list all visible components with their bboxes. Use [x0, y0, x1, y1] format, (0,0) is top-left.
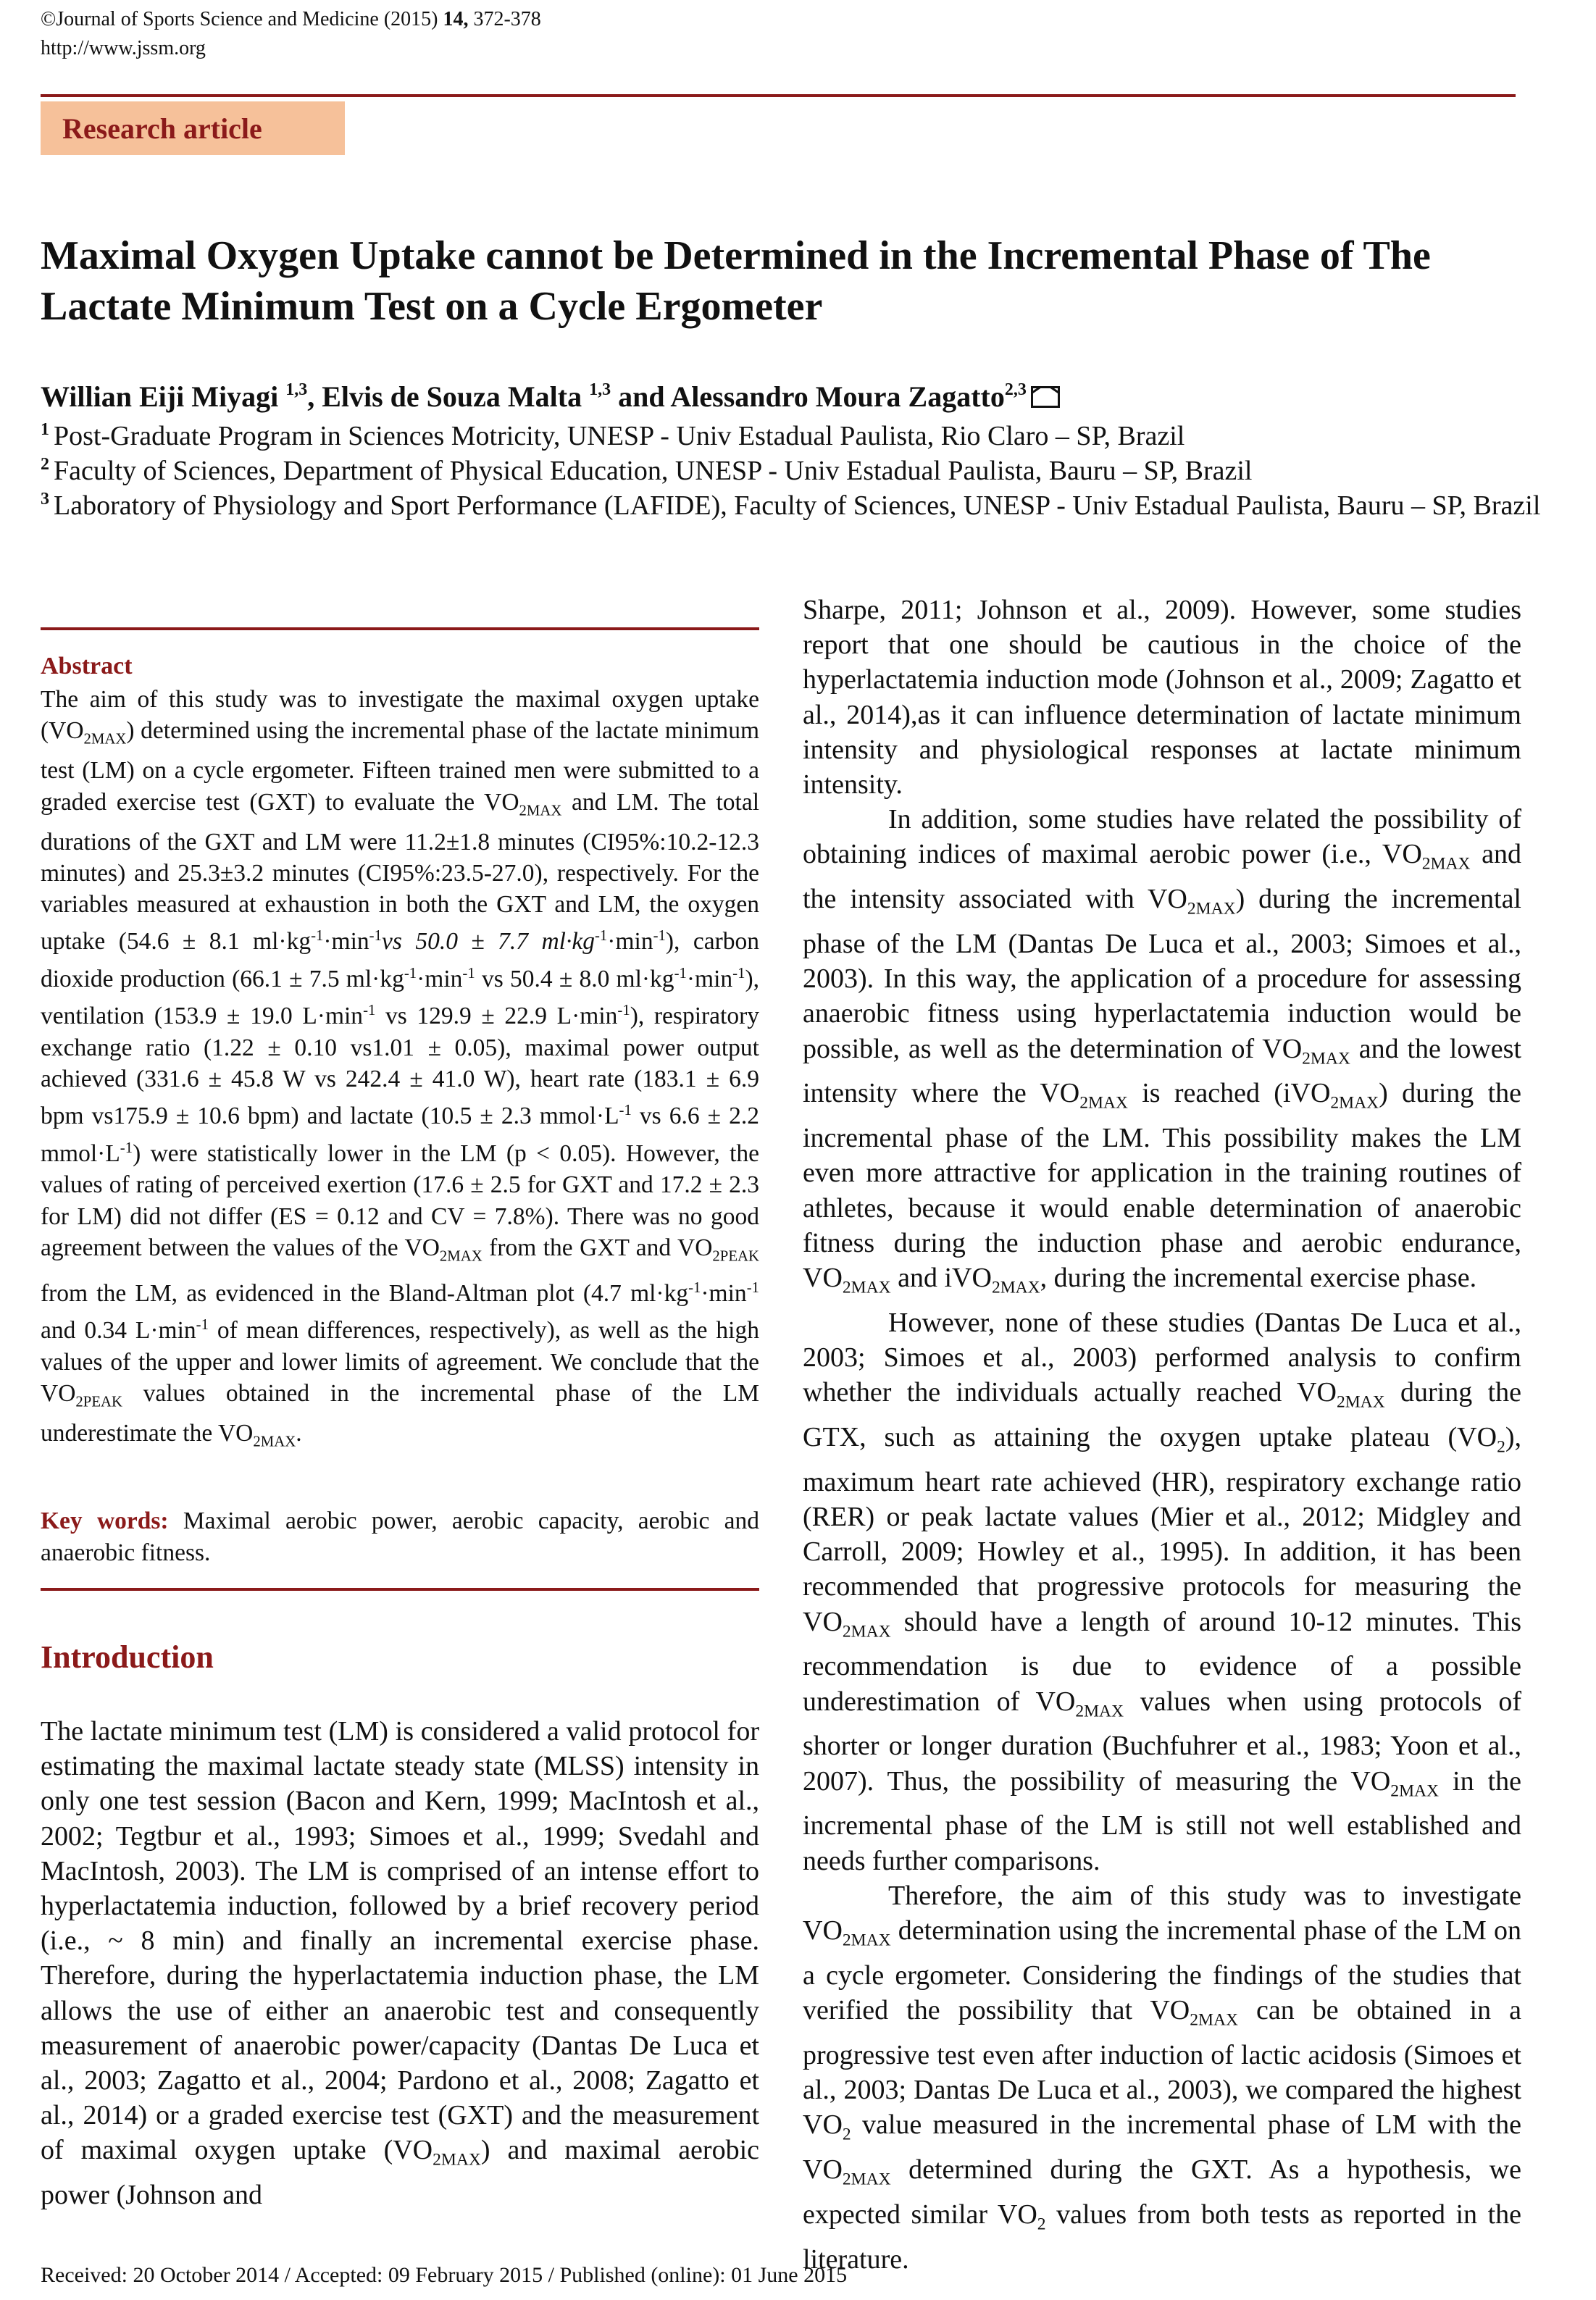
journal-url[interactable]: http://www.jssm.org	[41, 37, 206, 59]
publication-dates: Received: 20 October 2014 / Accepted: 09 February 2015 / Published (online): 01 June 2015	[41, 2263, 848, 2287]
abstract-bottom-rule	[41, 1588, 759, 1591]
author-list: Willian Eiji Miyagi $^{1,3}$, Elvis de Souza Malta $^{1,3}$ and Alessandro Moura Zagatto$^{2,3}$	[41, 380, 1562, 414]
affiliations	[41, 419, 1562, 523]
abstract-heading: Abstract	[41, 653, 133, 679]
paragraph-3: However, none of these studies (Dantas De Luca et al., 2003; Simoes et al., 2003) performed analysis to confirm whether the individuals actually reached $VO_{2MAX}$ during the GTX, such as attaining the oxygen uptake plateau $(VO_2)$, maximum heart rate achieved (HR), respiratory exchange ratio (RER) or peak lactate values (Mier et al., 2012; Midgley and Carroll, 2009; Howley et al., 1995). In addition, it has been recommended that progressive protocols for measuring the $VO_{2MAX}$ should have a length of around 10-12 minutes. This recommendation is due to evidence of a possible underestimation of $VO_{2MAX}$ values when using protocols of shorter or longer duration (Buchfuhrer et al., 1983; Yoon et al., 2007). Thus, the possibility of measuring the $VO_{2MAX}$ in the incremental phase of the LM is still not well established and needs further comparisons.	[803, 1307, 1522, 1876]
journal-citation: ©Journal of Sports Science and Medicine (2015) 14, 372-378	[41, 8, 541, 30]
introduction-heading: Introduction	[41, 1639, 214, 1675]
introduction-text: The lactate minimum test (LM) is considered a valid protocol for estimating the maximal lactate steady state (MLSS) intensity in only one test session (Bacon and Kern, 1999; MacIntosh et al., 2002; Tegtbur et al., 1993; Simoes et al., 1999; Svedahl and MacIntosh, 2003). The LM is comprised of an intense effort to hyperlactatemia induction, followed by a brief recovery period (i.e., ~ 8 min) and finally an incremental exercise phase. Therefore, during the hyperlactatemia induction phase, the LM allows the use of either an anaerobic test and consequently measurement of anaerobic power/capacity (Dantas De Luca et al., 2003; Zagatto et al., 2004; Pardono et al., 2008; Zagatto et al., 2014) or a graded exercise test (GXT) and the measurement of maximal oxygen uptake $(VO_{2MAX})$ and maximal aerobic power (Johnson and	[41, 1716, 760, 2211]
right-column-text	[803, 593, 1521, 2277]
email-envelope-icon[interactable]	[1031, 386, 1060, 408]
keywords: Key words: Maximal aerobic power, aerobic capacity, aerobic and anaerobic fitness.	[41, 1507, 759, 1566]
affiliation-3: $^3$ Laboratory of Physiology and Sport Performance (LAFIDE), Faculty of Sciences, UNESP - Univ Estadual Paulista, Bauru – SP, Brazil	[41, 490, 1541, 521]
paragraph-4: Therefore, the aim of this study was to investigate $VO_{2MAX}$ determination using the incremental phase of the LM on a cycle ergometer. Considering the findings of the studies that verified the possibility that $VO_{2MAX}$ can be obtained in a progressive test even after induction of lactic acidosis (Simoes et al., 2003; Dantas De Luca et al., 2003), we compared the highest $VO_2$ value measured in the incremental phase of LM with the $VO_{2MAX}$ determined during the GXT. As a hypothesis, we expected similar $VO_2$ values from both tests as reported in the literature.	[803, 1880, 1522, 2275]
article-title: Maximal Oxygen Uptake cannot be Determined in the Incremental Phase of The Lactate Minimum Test on a Cycle Ergometer	[41, 233, 1431, 329]
paragraph-2: In addition, some studies have related the possibility of obtaining indices of maximal aerobic power (i.e., $VO_{2MAX}$ and the intensity associated with $VO_{2MAX}$) during the incremental phase of the LM (Dantas De Luca et al., 2003; Simoes et al., 2003). In this way, the application of a procedure for assessing anaerobic fitness using hyperlactatemia induction would be possible, as well as the determination of $VO_{2MAX}$ and the lowest intensity where the $VO_{2MAX}$ is reached (iVO$_{2MAX}$) during the incremental phase of the LM. This possibility makes the LM even more attractive for application in the training routines of athletes, because it would enable determination of anaerobic fitness during the induction phase and aerobic endurance, $VO_{2MAX}$ and iVO$_{2MAX}$, during the incremental exercise phase.	[803, 804, 1521, 1297]
abstract-top-rule	[41, 627, 759, 630]
article-type-badge: Research article	[41, 101, 345, 155]
abstract-text: The aim of this study was to investigate the maximal oxygen uptake $(VO_{2MAX})$ determined using the incremental phase of the lactate minimum test (LM) on a cycle ergometer. Fifteen trained men were submitted to a graded exercise test (GXT) to evaluate the $VO_{2MAX}$ and LM. The total durations of the GXT and LM were 11.2±1.8 minutes (CI95%:10.2-12.3 minutes) and 25.3±3.2 minutes (CI95%:23.5-27.0), respectively. For the variables measured at exhaustion in both the GXT and LM, the oxygen uptake (54.6 ± 8.1 $ml\cdot kg^{-1}\cdot\min^{-1}vs$ 50.0 ± 7.7 $ml\cdot kg^{-1}\cdot\min^{-1}$), carbon dioxide production (66.1 ± 7.5 $ml\cdot kg^{-1}\cdot\min^{-1}$ vs 50.4 ± 8.0 $ml\cdot kg^{-1}\cdot\min^{-1}$), ventilation (153.9 ± 19.0 $L\cdot\min^{-1}$ vs 129.9 ± 22.9 $L\cdot\min^{-1}$), respiratory exchange ratio (1.22 ± 0.10 vs1.01 ± 0.05), maximal power output achieved (331.6 ± 45.8 W vs 242.4 ± 41.0 W), heart rate (183.1 ± 6.9 bpm vs175.9 ± 10.6 bpm) and lactate (10.5 ± 2.3 $mmol\cdot L^{-1}$ vs 6.6 ± 2.2 $mmol\cdot L^{-1}$) were statistically lower in the LM (p < 0.05). However, the values of rating of perceived exertion (17.6 ± 2.5 for GXT and 17.2 ± 2.3 for LM) did not differ (ES = 0.12 and CV = 7.8%). There was no good agreement between the values of the $VO_{2MAX}$ from the GXT and $VO_{2PEAK}$ from the LM, as evidenced in the Bland-Altman plot (4.7 $ml\cdot kg^{-1}\cdot\min^{-1}$ and 0.34 $L\cdot\min^{-1}$ of mean differences, respectively), as well as the high values of the upper and lower limits of agreement. We conclude that the $VO_{2PEAK}$ values obtained in the incremental phase of the LM underestimate the $VO_{2MAX}$.	[41, 686, 760, 1450]
affiliation-1: $^1$ Post-Graduate Program in Sciences Motricity, UNESP - Univ Estadual Paulista, Rio Claro – SP, Brazil	[41, 420, 1185, 451]
affiliation-2: $^2$ Faculty of Sciences, Department of Physical Education, UNESP - Univ Estadual Paulista, Bauru – SP, Brazil	[41, 455, 1253, 486]
paragraph-1: Sharpe, 2011; Johnson et al., 2009). However, some studies report that one should be cautious in the choice of the hyperlactatemia induction mode (Johnson et al., 2009; Zagatto et al., 2014),as it can influence determination of lactate minimum intensity and physiological responses at lactate minimum intensity.	[803, 595, 1521, 800]
header-rule	[41, 94, 1516, 97]
